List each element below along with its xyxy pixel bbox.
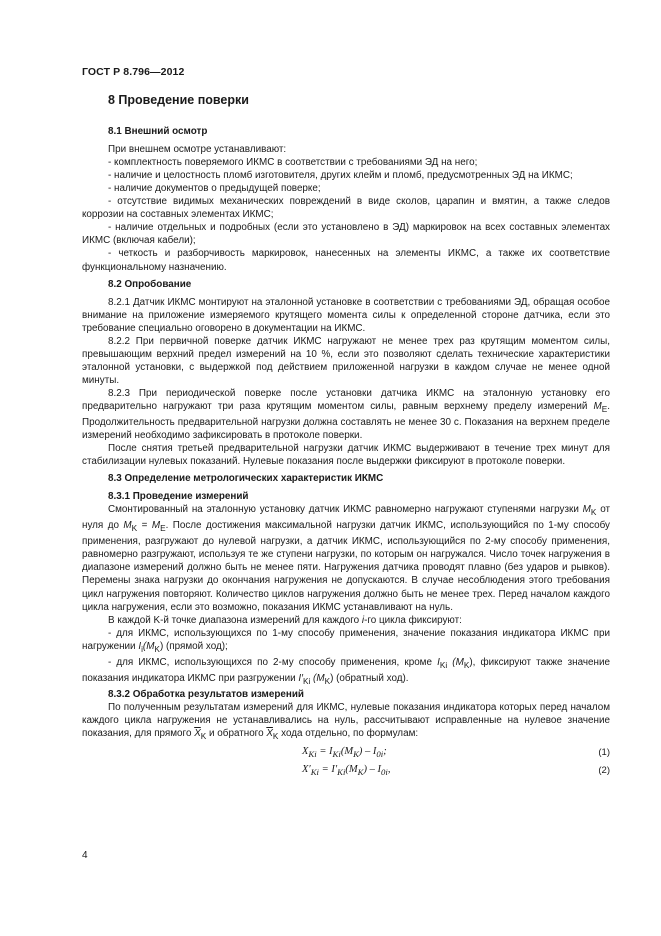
text-run: хода отдельно, по формулам: — [278, 727, 419, 739]
paragraph — [82, 387, 610, 442]
text-run: По полученным результатам измерений для ИКМС, нулевые показания индикатора которых перед началом каждого цикла нагружения не устанавливались на нуль, рассчитывают исправленные на нулевое значение показания, для прямого — [82, 701, 610, 739]
text-run: (обратный ход). — [333, 672, 409, 684]
text-run: ) — [159, 640, 164, 652]
math-symbol: I′ — [298, 672, 303, 684]
math-symbol: (M — [340, 745, 354, 757]
math-subscript: K — [154, 644, 160, 654]
math-subscript: K — [272, 731, 279, 741]
text-run: 8.2.3 При периодической поверке после установки датчика ИКМС на эталонную установку его предварительно нагружают три раза крутящим моментом силы, равным верхнему пределу измерений — [82, 387, 610, 412]
math-subscript: K — [200, 731, 207, 741]
list-item: - наличие документов о предыдущей поверке; — [108, 183, 321, 195]
math-subscript: E — [601, 404, 608, 414]
formula-number: (1) — [598, 746, 610, 758]
math-symbol: (M — [447, 656, 464, 668]
math-symbol: (M — [310, 672, 325, 684]
page-number: 4 — [82, 850, 88, 861]
list-item: - комплектность поверяемого ИКМС в соответствии с требованиями ЭД на него; — [108, 157, 478, 169]
math-symbol: ; — [383, 745, 387, 757]
paragraph: 8.2.1 Датчик ИКМС монтируют на эталонной установке в соответствии с требованиями ЭД, обращая особое внимание на приложение измеряемого крутящего момента силы к определенной стороне датчика, если это требование специально оговорено в документации на ИКМС. — [82, 296, 610, 334]
math-symbol: X — [302, 745, 309, 757]
text-run: , фиксируют также значение показания индикатора ИКМС при разгружении — [82, 656, 610, 684]
math-subscript: Ki — [332, 748, 341, 759]
text-run: В каждой K-й точке диапазона измерений для каждого — [108, 614, 362, 626]
math-subscript: 0i — [381, 766, 388, 777]
list-item: - четкость и разборчивость маркировок, нанесенных на элементы ИКМС, а также их соответствие функциональному назначению. — [82, 248, 610, 273]
math-subscript: i — [141, 644, 143, 654]
math-symbol: = I — [319, 745, 333, 757]
math-subscript: K — [131, 524, 138, 534]
list-item — [82, 627, 610, 656]
math-symbol: (M — [142, 640, 155, 652]
text-run: - для ИКМС, использующихся по 1-му способу применения, значение показания индикатора ИКМС при нагружении — [82, 627, 610, 652]
math-symbol: , — [387, 763, 391, 775]
subsection-8-2-title: 8.2 Опробование — [108, 278, 192, 290]
math-subscript: Ki — [308, 748, 317, 759]
list-item: - наличие и целостность пломб изготовителя, других клейм и пломб, предусмотренных ЭД на ИКМС; — [108, 170, 573, 182]
math-symbol: I — [138, 640, 142, 652]
math-subscript: Ki — [302, 676, 311, 686]
paragraph: После снятия третьей предварительной нагрузки датчик ИКМС выдерживают в течение трех минут для стабилизации нулевых показаний. Нулевые показания после выдержки фиксируют в протоколе поверки. — [82, 443, 610, 468]
math-symbol: $\overline{X}$ — [266, 727, 273, 739]
document-body — [82, 92, 610, 779]
math-symbol: I — [437, 656, 440, 668]
formula-expression — [302, 763, 390, 779]
formula-2 — [82, 761, 610, 779]
math-subscript: Ki — [310, 766, 319, 777]
subsection-8-3-2-title: 8.3.2 Обработка результатов измерений — [108, 688, 304, 700]
math-symbol: $\overline{X}$ — [194, 727, 201, 739]
math-symbol: ) – I — [358, 745, 377, 757]
math-symbol: M — [151, 520, 161, 532]
text-run: (прямой ход); — [163, 640, 228, 652]
math-subscript: 0i — [376, 748, 384, 759]
formula-expression — [302, 745, 387, 761]
text-run: и обратного — [206, 727, 267, 739]
text-run: ) — [330, 672, 334, 684]
document-header: ГОСТ Р 8.796—2012 — [82, 66, 185, 78]
math-symbol: M — [593, 400, 602, 412]
math-symbol: X′ — [302, 763, 311, 775]
paragraph — [82, 503, 610, 613]
math-symbol: M — [123, 520, 132, 532]
math-symbol: i — [361, 614, 365, 626]
text-run: Смонтированный на эталонную установку датчик ИКМС равномерно нагружают ступенями нагрузки — [108, 504, 583, 516]
text-run: ) — [469, 656, 473, 668]
math-subscript: Ki — [439, 660, 448, 670]
section-title: 8 Проведение поверки — [108, 93, 249, 107]
paragraph — [82, 701, 610, 743]
paragraph: 8.2.2 При первичной поверке датчик ИКМС нагружают не менее трех раз крутящим моментом силы, превышающим верхний предел измерений на 10 %, если это позволяют сделать технические характеристики эталонной установки, с выдержкой под действием приложенной нагрузки в каждом случае не менее одной минуты. — [82, 335, 610, 386]
math-subscript: Ki — [337, 766, 346, 777]
list-item — [82, 656, 610, 688]
text-run: = — [137, 520, 152, 532]
subsection-8-1-title: 8.1 Внешний осмотр — [108, 126, 208, 138]
math-subscript: E — [160, 524, 166, 534]
math-subscript: K — [357, 766, 364, 777]
math-subscript: K — [324, 676, 331, 686]
text-run: от нуля до — [82, 504, 610, 532]
text-run: -го цикла фиксируют: — [364, 614, 462, 626]
subsection-8-3-title: 8.3 Определение метрологических характеристик ИКМС — [108, 473, 384, 485]
formula-1 — [82, 743, 610, 761]
math-subscript: K — [353, 748, 359, 759]
paragraph — [82, 614, 610, 627]
paragraph: При внешнем осмотре устанавливают: — [108, 144, 287, 156]
text-run: - для ИКМС, использующихся по 2-му способу применения, кроме — [108, 656, 438, 668]
math-symbol: ) – I — [363, 763, 382, 775]
list-item: - наличие отдельных и подробных (если это установлено в ЭД) маркировок на всех составных элементах ИКМС (включая кабели); — [82, 222, 610, 247]
list-item: - отсутствие видимых механических повреждений в виде сколов, царапин и вмятин, а также следов коррозии на составных элементах ИКМС; — [82, 196, 610, 221]
formula-number: (2) — [598, 764, 610, 776]
math-subscript: K — [463, 660, 470, 670]
text-run: . После достижения максимальной нагрузки датчик ИКМС, использующийся по 1-му способу применения, разгружают до нулевой нагрузки, а датчик ИКМС, использующийся по 2-му способу применения, равномерно разгружают, используя те же ступени нагрузки, по которым он нагружался. Число точек нагружения в диапазоне измерений должно быть не менее пяти. Нагружения датчика проводят плавно (без ударов и рывков). Перемены знака нагрузки до окончания нагружения не допускаются. В случае несоблюдения этого требования цикл нагружения повторяют. Количество циклов нагружения должно быть не менее трех. Перед началом каждого цикла нагружения, если это возможно, показания ИКМС устанавливают на нуль. — [82, 520, 610, 613]
math-symbol: = I′ — [321, 763, 338, 775]
text-run: . Продолжительность предварительной нагрузки должна составлять не менее 30 с. Показания на верхнем пределе измерений необходимо зафиксировать в протоколе поверки. — [82, 400, 610, 442]
math-subscript: K — [590, 508, 597, 518]
math-symbol: (M — [345, 763, 358, 775]
math-symbol: M — [582, 504, 591, 516]
subsection-8-3-1-title: 8.3.1 Проведение измерений — [108, 491, 249, 503]
